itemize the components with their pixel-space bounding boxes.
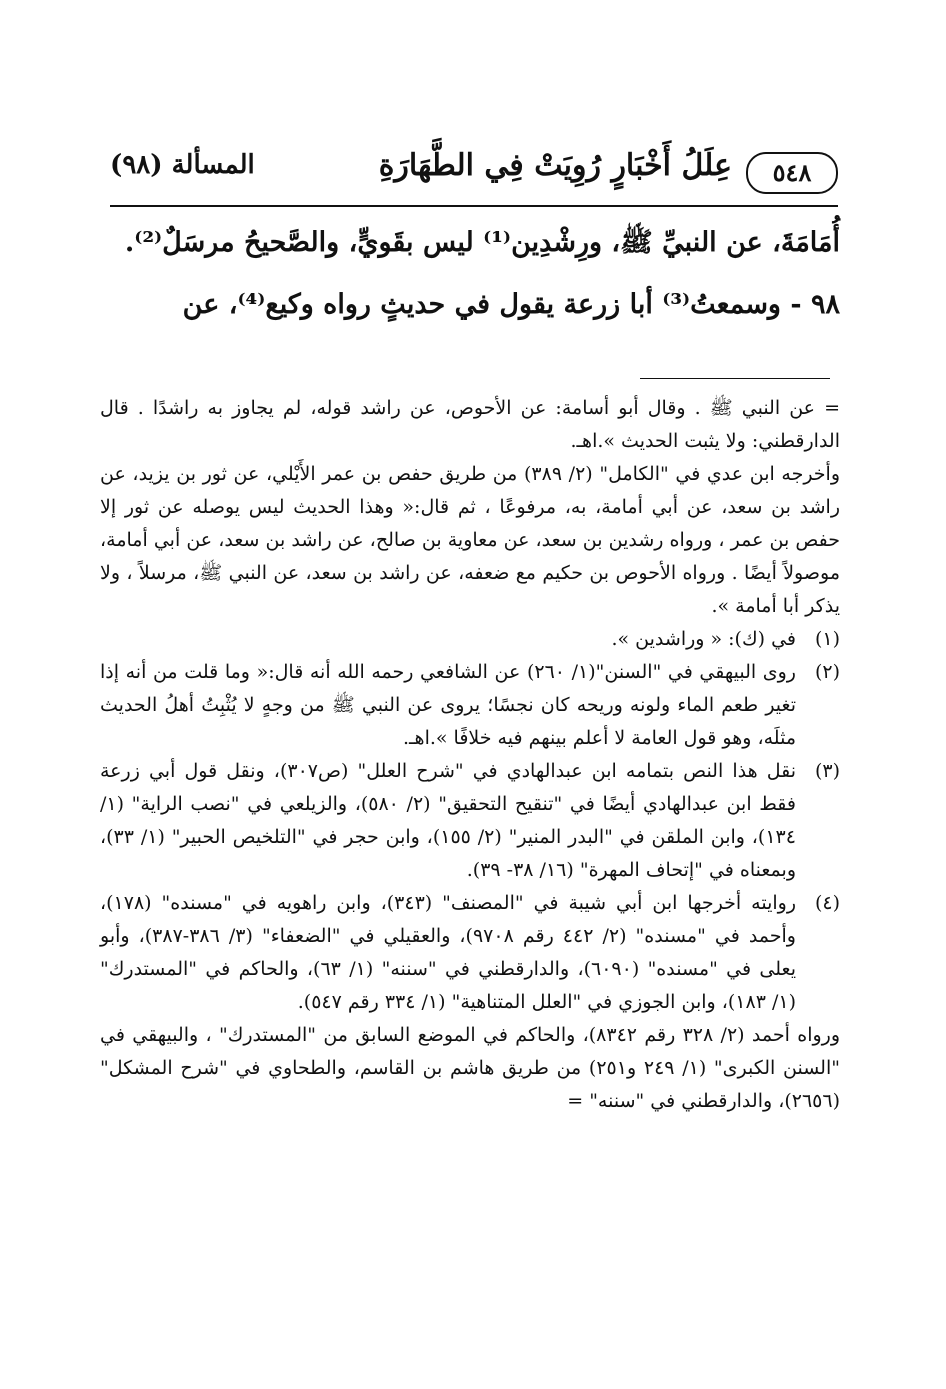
page-number: ٥٤٨ [746, 152, 838, 194]
footnote-number: (٤) [814, 892, 840, 914]
footnote-divider [640, 378, 830, 379]
main-line-1: أُمَامَةَ، عن النبيِّ ﷺ، ورِشْدِين⁽¹⁾ ليس بقَويٍّ، والصَّحيحُ مرسَلٌ⁽²⁾. [124, 227, 840, 258]
header-divider [110, 205, 838, 207]
footnote-item [100, 755, 840, 887]
book-title: عِلَلُ أَخْبَارٍ رُوِيَتْ فِي الطَّهَارَةِ [378, 148, 732, 183]
footnote-item [100, 623, 840, 656]
footnote-text: في (ك): « وراشدين ». [611, 628, 796, 650]
footnote-text: روايته أخرجها ابن أبي شيبة في "المصنف" (٣٤٣)، وابن راهويه في "مسنده" (١٧٨)، وأحمد في "مسنده" (٢/ ٤٤٢ رقم ٩٧٠٨)، والعقيلي في "الضعفاء" (٣/ ٣٨٦-٣٨٧)، وأبو يعلى في "مسنده" (٦٠٩٠)، والدارقطني في "سننه" (١/ ٦٣)، والحاكم في "المستدرك" (١/ ١٨٣)، وابن الجوزي في "العلل المتناهية" (١/ ٣٣٤ رقم ٥٤٧). [100, 892, 797, 1013]
footnotes [100, 392, 840, 1118]
footnote-text: نقل هذا النص بتمامه ابن عبدالهادي في "شرح العلل" (ص٣٠٧)، ونقل قول أبي زرعة فقط ابن عبدالهادي أيضًا في "تنقيح التحقيق" (٢/ ٥٨٠)، والزيلعي في "نصب الراية" (١/ ١٣٤)، وابن الملقن في "البدر المنير" (٢/ ١٥٥)، وابن حجر في "التلخيص الحبير" (١/ ٣٣)، وبمعناه في "إتحاف المهرة" (١٦/ ٣٨- ٣٩). [100, 760, 796, 881]
main-line-2: ٩٨ - وسمعتُ⁽³⁾ أبا زرعة يقول في حديثٍ رواه وكيع⁽⁴⁾، عن [182, 289, 840, 320]
footnote-tail: ورواه أحمد (٢/ ٣٢٨ رقم ٨٣٤٢)، والحاكم في الموضع السابق من "المستدرك" ، والبيهقي في "السنن الكبرى" (١/ ٢٤٩ و٢٥١) من طريق هاشم بن القاسم، والطحاوي في "شرح المشكل" (٢٦٥٦)، والدارقطني في "سننه" = [100, 1024, 840, 1112]
footnote-text: روى البيهقي في "السنن"(١/ ٢٦٠) عن الشافعي رحمه الله أنه قال:« وما قلت من أنه إذا تغير طعم الماء ولونه وريحه كان نجسًا؛ يروى عن النبي ﷺ من وجهٍ لا يُثْبِتُ أهلُ الحديث مثلَه، وهو قول العامة لا أعلم بينهم فيه خلافًا ».اهـ. [100, 661, 796, 749]
footnote-item [100, 656, 840, 755]
page-header [110, 140, 838, 200]
footnote-item [100, 887, 840, 1019]
issue-label: المسألة (٩٨) [110, 150, 255, 180]
main-text [100, 212, 840, 336]
footnote-number: (٢) [814, 661, 840, 683]
footnote-continuation: وأخرجه ابن عدي في "الكامل" (٢/ ٣٨٩) من طريق حفص بن عمر الأَيْلي، عن ثور بن يزيد، عن راشد بن سعد، عن أبي أمامة، به، مرفوعًا ، ثم قال:« وهذا الحديث ليس يوصله عن ثور إلا حفص بن عمر ، ورواه رشدين بن سعد، عن معاوية بن صالح، عن راشد بن سعد، عن أبي أمامة، موصولاً أيضًا . ورواه الأحوص بن حكيم مع ضعفه، عن راشد بن سعد، عن النبي ﷺ، مرسلاً ، ولا يذكر أبا أمامة ». [100, 463, 841, 617]
footnote-number: (١) [814, 628, 840, 650]
footnote-continuation: = عن النبي ﷺ . وقال أبو أسامة: عن الأحوص، عن راشد قوله، لم يجاوز به راشدًا . قال الدارقطني: ولا يثبت الحديث ».اهـ. [100, 397, 840, 452]
footnote-number: (٣) [814, 760, 840, 782]
